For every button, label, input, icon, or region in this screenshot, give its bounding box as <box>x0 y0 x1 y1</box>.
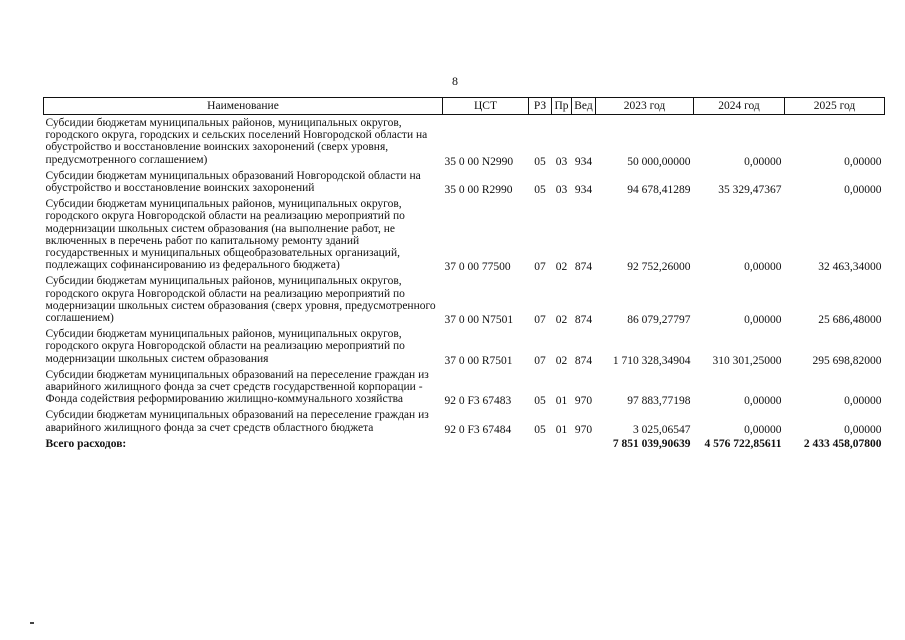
header-name: Наименование <box>44 98 443 115</box>
total-2023: 7 851 039,90639 <box>612 437 691 450</box>
table-row <box>44 367 885 408</box>
table-row <box>44 407 885 435</box>
row-pr: 02 <box>555 354 568 367</box>
scan-mark <box>30 622 34 624</box>
row-name: Субсидии бюджетам муниципальных районов, муниципальных округов, городского округа Новгородской области на реализацию мероприятий по модернизации школьных систем образования (сверх уровня, предусмотренного соглашением) <box>45 275 436 325</box>
row-cst: 92 0 F3 67483 <box>444 395 512 408</box>
row-ved: 934 <box>574 184 593 197</box>
row-2023: 92 752,26000 <box>627 261 691 274</box>
header-cst: ЦСТ <box>443 98 529 115</box>
row-rz: 05 <box>534 395 546 408</box>
row-2024: 310 301,25000 <box>712 354 782 367</box>
header-2023: 2023 год <box>596 98 694 115</box>
table-row <box>44 115 885 168</box>
row-2025: 0,00000 <box>844 155 882 168</box>
total-label: Всего расходов: <box>45 437 127 450</box>
row-cst: 92 0 F3 67484 <box>444 423 512 436</box>
header-2025: 2025 год <box>785 98 885 115</box>
header-pr: Пр <box>552 98 572 115</box>
row-cst: 35 0 00 N2990 <box>444 155 514 168</box>
row-pr: 02 <box>555 314 568 327</box>
row-ved: 970 <box>574 395 593 408</box>
row-pr: 02 <box>555 261 568 274</box>
row-rz: 05 <box>534 155 546 168</box>
row-2025: 32 463,34000 <box>818 261 882 274</box>
row-ved: 970 <box>574 423 593 436</box>
row-name: Субсидии бюджетам муниципальных районов, муниципальных округов, городского округа Новгородской области на реализацию мероприятий по модернизации школьных систем образования <box>45 328 405 365</box>
page-number: 8 <box>452 74 458 88</box>
row-ved: 934 <box>574 155 593 168</box>
row-2023: 1 710 328,34904 <box>612 354 691 367</box>
row-2024: 0,00000 <box>744 314 782 327</box>
row-rz: 07 <box>534 354 546 367</box>
row-cst: 37 0 00 N7501 <box>444 314 514 327</box>
row-2025: 0,00000 <box>844 423 882 436</box>
row-2024: 0,00000 <box>744 423 782 436</box>
row-2025: 0,00000 <box>844 184 882 197</box>
row-rz: 05 <box>534 184 546 197</box>
row-rz: 07 <box>534 261 546 274</box>
row-2025: 0,00000 <box>844 395 882 408</box>
row-ved: 874 <box>574 261 593 274</box>
row-pr: 03 <box>555 155 568 168</box>
table-row <box>44 273 885 326</box>
row-2023: 97 883,77198 <box>627 395 691 408</box>
row-rz: 05 <box>534 423 546 436</box>
row-2024: 0,00000 <box>744 155 782 168</box>
row-name: Субсидии бюджетам муниципальных образований на переселение граждан из аварийного жилищного фонда за счет средств государственной корпорации - Фонда содействия реформированию жилищно-коммунального хозяйства <box>45 368 429 406</box>
row-cst: 37 0 00 R7501 <box>444 354 513 367</box>
row-2025: 295 698,82000 <box>812 354 882 367</box>
row-cst: 37 0 00 77500 <box>444 261 511 274</box>
total-2025: 2 433 458,07800 <box>803 437 882 450</box>
row-name: Субсидии бюджетам муниципальных образований Новгородской области на обустройство и восстановление воинских захоронений <box>45 169 421 195</box>
row-pr: 01 <box>555 423 568 436</box>
total-row <box>44 436 885 450</box>
row-2024: 0,00000 <box>744 261 782 274</box>
table-row <box>44 196 885 273</box>
row-2024: 0,00000 <box>744 395 782 408</box>
total-2024: 4 576 722,85611 <box>704 437 782 450</box>
row-ved: 874 <box>574 314 593 327</box>
row-name: Субсидии бюджетам муниципальных образований на переселение граждан из аварийного жилищного фонда за счет средств областного бюджета <box>45 409 429 434</box>
row-2024: 35 329,47367 <box>718 184 782 197</box>
row-rz: 07 <box>534 314 546 327</box>
row-2023: 94 678,41289 <box>627 184 691 197</box>
table-header-row <box>44 98 885 115</box>
table-row <box>44 326 885 367</box>
header-rz: РЗ <box>529 98 552 115</box>
row-pr: 01 <box>555 395 568 408</box>
row-cst: 35 0 00 R2990 <box>444 184 513 197</box>
row-pr: 03 <box>555 184 568 197</box>
header-2024: 2024 год <box>694 98 785 115</box>
row-ved: 874 <box>574 354 593 367</box>
expenditure-table <box>43 97 885 450</box>
row-2023: 50 000,00000 <box>627 155 691 168</box>
table-row <box>44 168 885 196</box>
row-2023: 3 025,06547 <box>633 423 691 436</box>
row-2025: 25 686,48000 <box>818 314 882 327</box>
row-name: Субсидии бюджетам муниципальных районов, муниципальных округов, городского округа, городских и сельских поселений Новгородской области на обустройство и восстановление воинских захоронений (сверх уровня, предусмотренного соглашением) <box>45 117 428 166</box>
row-name: Субсидии бюджетам муниципальных районов, муниципальных округов, городского округа Новгородской области на реализацию мероприятий по модернизации школьных систем образования (на выполнение работ, не включенных в перечень работ по капитальному ремонту зданий государственных и муниципальных общеобразовательных организаций, подлежащих софинансированию из федерального бюджета) <box>45 198 405 272</box>
header-ved: Вед <box>572 98 596 115</box>
row-2023: 86 079,27797 <box>627 314 691 327</box>
